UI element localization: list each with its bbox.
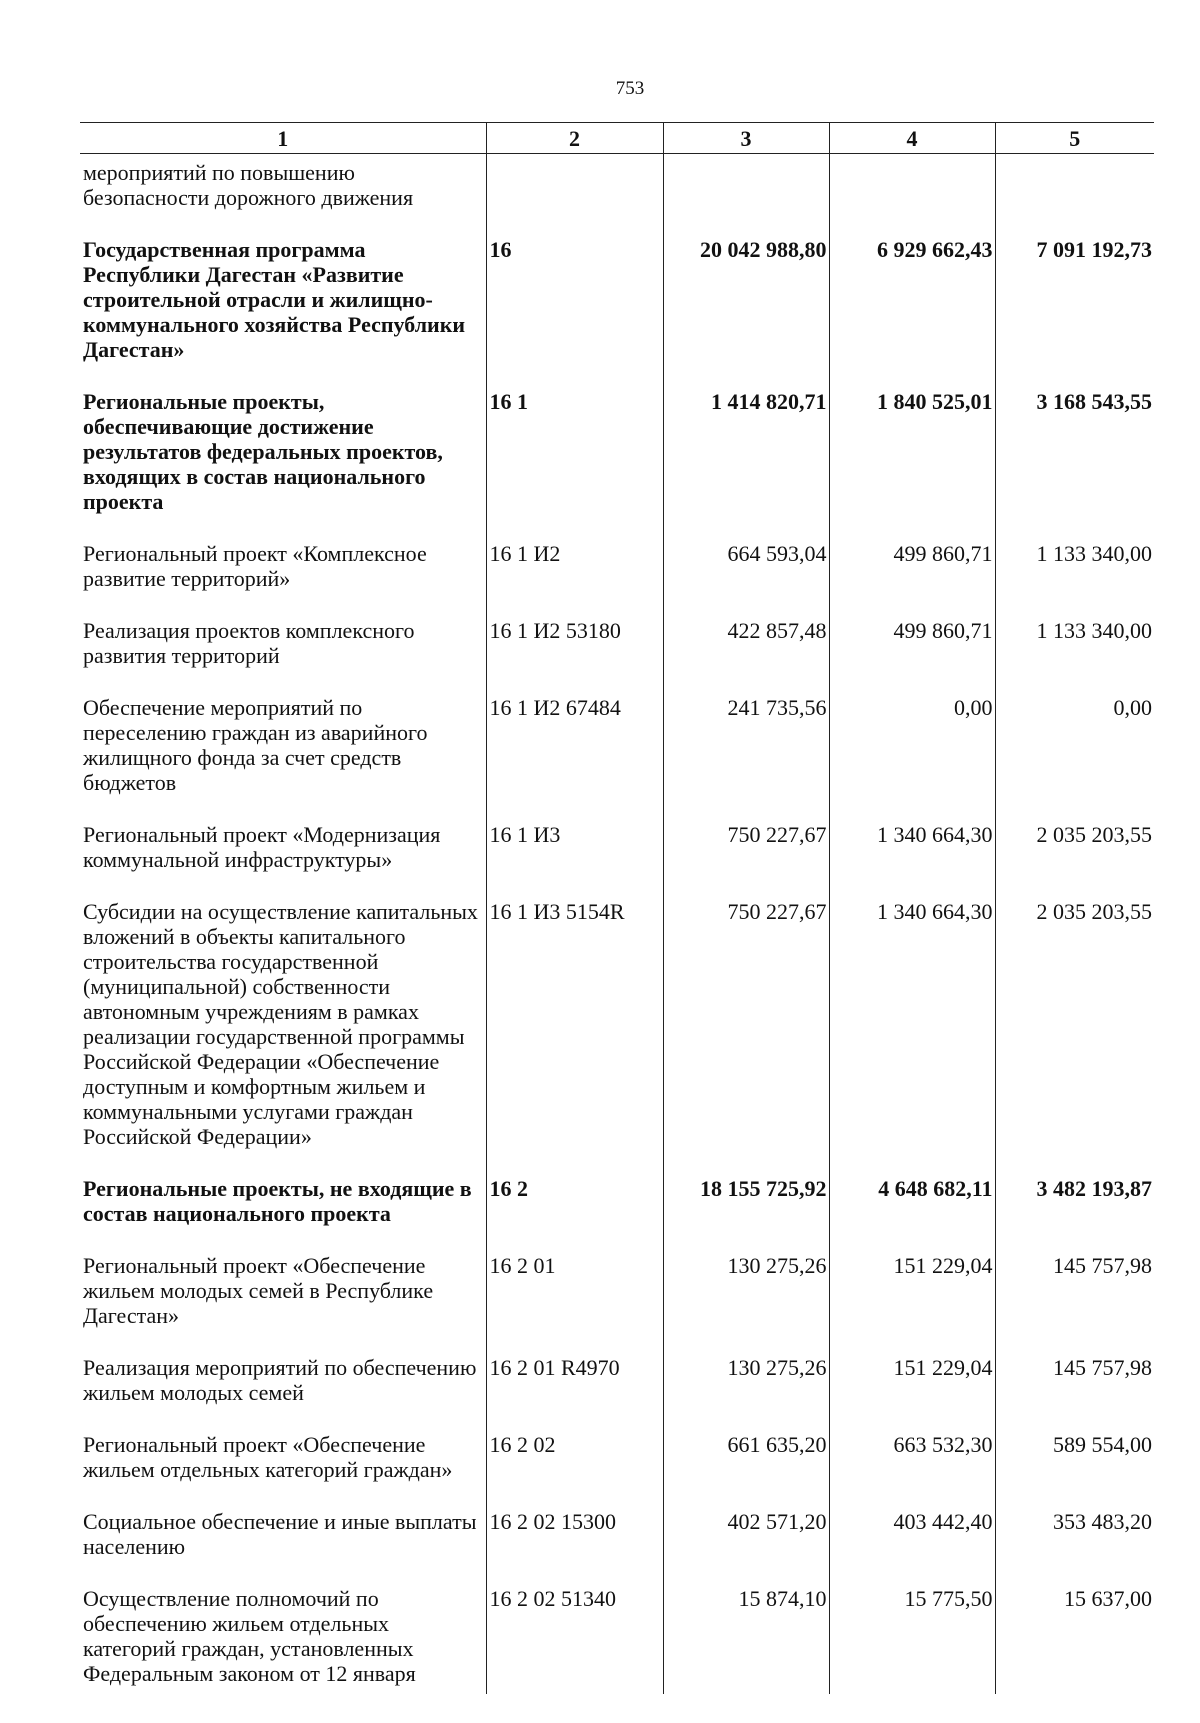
- row-value-3: 402 571,20: [663, 1509, 829, 1586]
- table-row: [80, 1355, 1154, 1432]
- row-code: 16 2 02 15300: [486, 1509, 663, 1586]
- row-name: Реализация проектов комплексного развития территорий: [83, 618, 415, 668]
- row-value-5: 3 168 543,55: [995, 389, 1154, 541]
- row-code: 16 1 И2 53180: [486, 618, 663, 695]
- row-name: Социальное обеспечение и иные выплаты населению: [83, 1509, 477, 1559]
- table-body: [80, 154, 1154, 1695]
- row-name: Региональные проекты, не входящие в состав национального проекта: [83, 1176, 472, 1226]
- column-header-5: 5: [995, 123, 1154, 154]
- table-row: [80, 695, 1154, 822]
- row-value-4: 151 229,04: [829, 1355, 995, 1432]
- table-row: [80, 618, 1154, 695]
- table-row: [80, 1509, 1154, 1586]
- row-value-4: 1 340 664,30: [829, 822, 995, 899]
- row-value-3: 1 414 820,71: [663, 389, 829, 541]
- row-value-4: 663 532,30: [829, 1432, 995, 1509]
- row-code: 16 2 01 R4970: [486, 1355, 663, 1432]
- row-name: Субсидии на осуществление капитальных вложений в объекты капитального строительства государственной (муниципальной) собственности автономным учреждениям в рамках реализации государственной программы Российской Федерации «Обеспечение доступным и комфортным жильем и коммунальными услугами граждан Российской Федерации»: [83, 899, 478, 1149]
- row-code: 16: [486, 237, 663, 389]
- row-value-3: 664 593,04: [663, 541, 829, 618]
- row-value-4: 0,00: [829, 695, 995, 822]
- column-header-1: 1: [80, 123, 486, 154]
- row-value-5: 1 133 340,00: [995, 618, 1154, 695]
- table-row: [80, 237, 1154, 389]
- table-row: [80, 1586, 1154, 1694]
- row-code: 16 1 И3: [486, 822, 663, 899]
- row-value-5: 353 483,20: [995, 1509, 1154, 1586]
- row-value-4: 499 860,71: [829, 618, 995, 695]
- header-row: [80, 123, 1154, 154]
- row-value-4: 15 775,50: [829, 1586, 995, 1694]
- row-value-4: 1 840 525,01: [829, 389, 995, 541]
- row-value-3: 241 735,56: [663, 695, 829, 822]
- table-row: [80, 1432, 1154, 1509]
- page-number: 753: [615, 78, 645, 99]
- row-value-4: 403 442,40: [829, 1509, 995, 1586]
- row-code: 16 1 И3 5154R: [486, 899, 663, 1176]
- row-value-3: 130 275,26: [663, 1355, 829, 1432]
- row-name: Осуществление полномочий по обеспечению жильем отдельных категорий граждан, установленных Федеральным законом от 12 января: [83, 1586, 416, 1686]
- row-value-3: 422 857,48: [663, 618, 829, 695]
- row-code: 16 1 И2: [486, 541, 663, 618]
- table-row: [80, 1253, 1154, 1355]
- row-code: [486, 154, 663, 238]
- row-value-4: [829, 154, 995, 238]
- row-value-3: 15 874,10: [663, 1586, 829, 1694]
- row-value-3: 750 227,67: [663, 822, 829, 899]
- table-row: [80, 1176, 1154, 1253]
- row-code: 16 1: [486, 389, 663, 541]
- column-header-2: 2: [486, 123, 663, 154]
- row-value-5: 7 091 192,73: [995, 237, 1154, 389]
- row-name: Региональный проект «Комплексное развитие территорий»: [83, 541, 427, 591]
- row-code: 16 2 02: [486, 1432, 663, 1509]
- row-value-3: [663, 154, 829, 238]
- row-value-4: 6 929 662,43: [829, 237, 995, 389]
- row-value-5: 2 035 203,55: [995, 822, 1154, 899]
- table-row: [80, 541, 1154, 618]
- row-value-5: 1 133 340,00: [995, 541, 1154, 618]
- row-value-4: 499 860,71: [829, 541, 995, 618]
- table-row: [80, 822, 1154, 899]
- row-code: 16 1 И2 67484: [486, 695, 663, 822]
- row-value-5: 15 637,00: [995, 1586, 1154, 1694]
- row-value-3: 750 227,67: [663, 899, 829, 1176]
- row-value-5: 3 482 193,87: [995, 1176, 1154, 1253]
- budget-table: [80, 122, 1154, 1694]
- row-value-4: 151 229,04: [829, 1253, 995, 1355]
- row-value-5: 145 757,98: [995, 1253, 1154, 1355]
- row-name: Региональные проекты, обеспечивающие достижение результатов федеральных проектов, входящих в состав национального проекта: [83, 389, 443, 514]
- row-code: 16 2 01: [486, 1253, 663, 1355]
- table-header: [80, 123, 1154, 154]
- row-value-3: 18 155 725,92: [663, 1176, 829, 1253]
- row-value-4: 4 648 682,11: [829, 1176, 995, 1253]
- column-header-4: 4: [829, 123, 995, 154]
- row-value-3: 661 635,20: [663, 1432, 829, 1509]
- row-code: 16 2: [486, 1176, 663, 1253]
- table-row: [80, 389, 1154, 541]
- row-value-5: [995, 154, 1154, 238]
- row-value-3: 130 275,26: [663, 1253, 829, 1355]
- row-code: 16 2 02 51340: [486, 1586, 663, 1694]
- row-value-4: 1 340 664,30: [829, 899, 995, 1176]
- column-header-3: 3: [663, 123, 829, 154]
- row-name: Региональный проект «Обеспечение жильем отдельных категорий граждан»: [83, 1432, 453, 1482]
- row-name: Региональный проект «Обеспечение жильем молодых семей в Республике Дагестан»: [83, 1253, 434, 1328]
- table-row: [80, 899, 1154, 1176]
- row-name: Государственная программа Республики Дагестан «Развитие строительной отрасли и жилищно-коммунального хозяйства Республики Дагестан»: [83, 237, 466, 362]
- row-value-3: 20 042 988,80: [663, 237, 829, 389]
- row-name: Региональный проект «Модернизация коммунальной инфраструктуры»: [83, 822, 441, 872]
- row-name: Реализация мероприятий по обеспечению жильем молодых семей: [83, 1355, 477, 1405]
- row-value-5: 589 554,00: [995, 1432, 1154, 1509]
- row-name: мероприятий по повышению безопасности дорожного движения: [83, 160, 414, 210]
- table-row: [80, 154, 1154, 238]
- row-value-5: 0,00: [995, 695, 1154, 822]
- row-name: Обеспечение мероприятий по переселению граждан из аварийного жилищного фонда за счет средств бюджетов: [83, 695, 428, 795]
- row-value-5: 145 757,98: [995, 1355, 1154, 1432]
- row-value-5: 2 035 203,55: [995, 899, 1154, 1176]
